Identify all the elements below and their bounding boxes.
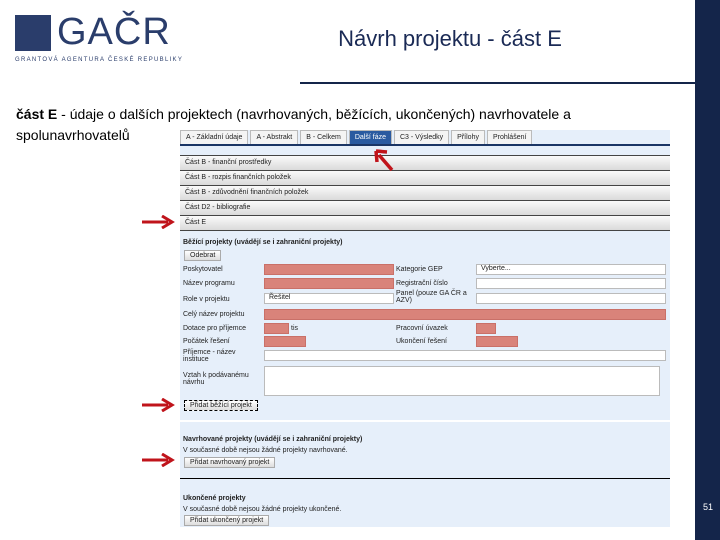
tab-total[interactable]: B - Celkem: [300, 130, 347, 144]
label-role: Role v projektu: [183, 296, 230, 303]
institution-input[interactable]: [264, 350, 666, 361]
tab-bar: [180, 130, 670, 146]
start-date-input[interactable]: [264, 336, 306, 347]
accordion-part-e[interactable]: Část E: [180, 216, 670, 231]
slide-number: 51: [702, 502, 713, 512]
category-value: Vyberte...: [481, 265, 511, 272]
label-provider: Poskytovatel: [183, 266, 223, 273]
tab-declaration[interactable]: Prohlášení: [487, 130, 532, 144]
tab-attachments[interactable]: Přílohy: [451, 130, 485, 144]
logo-mark-icon: [15, 15, 51, 51]
desc-text: - údaje o dalších projektech (navrhovaných, běžících, ukončených) navrhovatele a spolunavrhovatelů: [16, 106, 571, 143]
subsidy-input[interactable]: [264, 323, 289, 334]
label-workload: Pracovní úvazek: [396, 325, 448, 332]
label-relation: Vztah k podávanému návrhu: [183, 372, 249, 386]
proposed-heading: Navrhované projekty (uvádějí se i zahraniční projekty): [183, 436, 363, 443]
full-name-input[interactable]: [264, 309, 666, 320]
proposed-note: V současné době nejsou žádné projekty navrhované.: [183, 447, 348, 454]
logo-subtitle: GRANTOVÁ AGENTURA ČESKÉ REPUBLIKY: [15, 57, 184, 63]
arrow-up-left-icon: [374, 148, 396, 172]
label-start: Počátek řešení: [183, 338, 230, 345]
end-date-input[interactable]: [476, 336, 518, 347]
title-divider: [300, 82, 695, 84]
finished-note: V současné době nejsou žádné projekty ukončené.: [183, 506, 342, 513]
accordion-bibliography[interactable]: Část D2 - bibliografie: [180, 201, 670, 216]
label-category: Kategorie GEP: [396, 266, 443, 273]
relation-textarea[interactable]: [264, 366, 660, 396]
role-value: Řešitel: [269, 294, 291, 301]
label-panel: Panel (pouze GA ČR a AZV): [396, 290, 467, 304]
slide-title: Návrh projektu - část E: [338, 26, 562, 51]
label-full-name: Celý název projektu: [183, 311, 245, 318]
arrow-right-icon: [142, 398, 176, 412]
finished-heading: Ukončené projekty: [183, 495, 246, 502]
app-screenshot: [180, 130, 670, 527]
gacr-logo: [15, 11, 185, 70]
add-proposed-button[interactable]: Přidat navrhovaný projekt: [184, 457, 275, 468]
workload-input[interactable]: [476, 323, 496, 334]
label-program: Název programu: [183, 280, 235, 287]
program-input[interactable]: [264, 278, 394, 289]
accordion-items[interactable]: Část B - rozpis finančních položek: [180, 171, 670, 186]
tab-other[interactable]: Další fáze: [349, 130, 392, 144]
side-bar: [695, 0, 720, 540]
remove-button[interactable]: Odebrat: [184, 250, 221, 261]
running-heading: Běžící projekty (uvádějí se i zahraniční projekty): [183, 239, 343, 246]
arrow-right-icon: [142, 453, 176, 467]
add-running-button[interactable]: Přidat běžící projekt: [184, 400, 258, 411]
add-finished-button[interactable]: Přidat ukončený projekt: [184, 515, 269, 526]
label-institution: Příjemce - název instituce: [183, 349, 236, 363]
category-select[interactable]: [476, 264, 666, 275]
role-select[interactable]: [264, 293, 394, 304]
tab-abstract[interactable]: A - Abstrakt: [250, 130, 298, 144]
accordion-justification[interactable]: Část B - zdůvodnění finančních položek: [180, 186, 670, 201]
panel-input[interactable]: [476, 293, 666, 304]
label-end: Ukončení řešení: [396, 338, 447, 345]
label-subsidy: Dotace pro příjemce: [183, 325, 247, 332]
provider-input[interactable]: [264, 264, 394, 275]
desc-bold: část E: [16, 106, 58, 122]
tab-basic[interactable]: A - Základní údaje: [180, 130, 248, 144]
logo-text: GAČR: [57, 11, 171, 53]
arrow-right-icon: [142, 215, 176, 229]
reg-input[interactable]: [476, 278, 666, 289]
label-reg: Registrační číslo: [396, 280, 448, 287]
unit-label: tis: [291, 325, 298, 332]
tab-results[interactable]: C3 - Výsledky: [394, 130, 449, 144]
accordion-finance[interactable]: Část B - finanční prostředky: [180, 156, 670, 171]
